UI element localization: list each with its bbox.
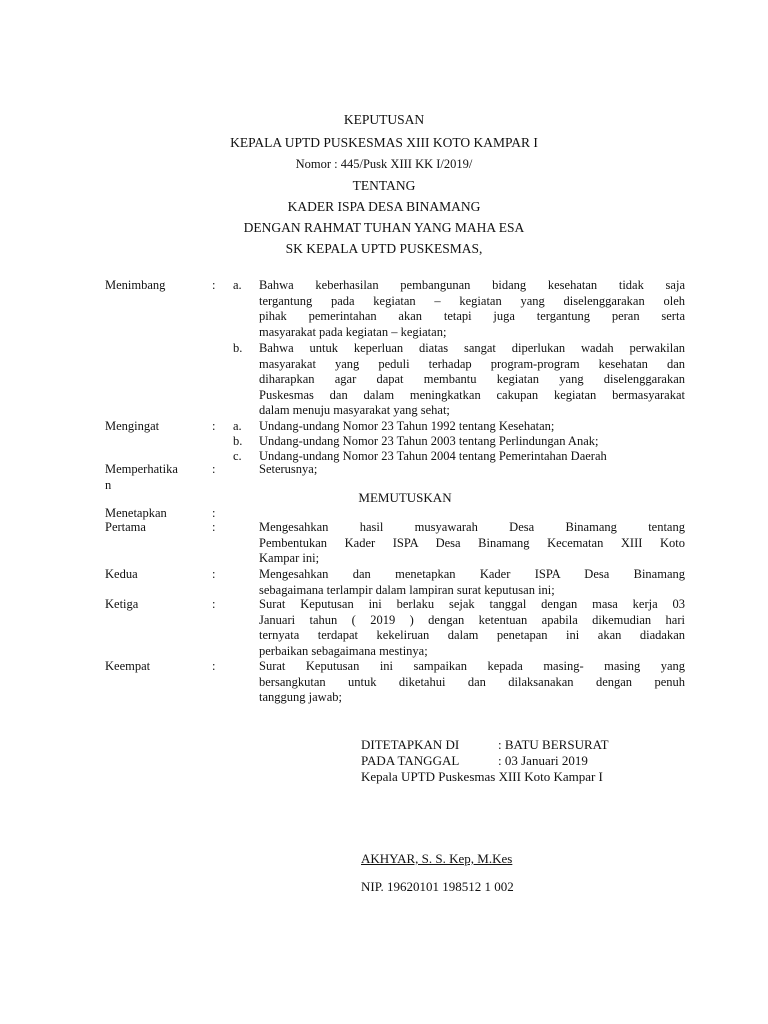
memperhatikan-colon: :: [212, 462, 216, 476]
menetapkan-colon: :: [212, 506, 216, 520]
menimbang-b-marker: b.: [233, 341, 243, 355]
ketiga-line: Januari tahun ( 2019 ) dengan ketentuan apabila dikemudian hari: [259, 612, 685, 627]
mengingat-b-marker: b.: [233, 434, 243, 448]
keempat-text: [259, 659, 685, 706]
keempat-line: tanggung jawab;: [259, 690, 342, 704]
menimbang-b-text: [259, 341, 685, 419]
signatory-name: AKHYAR, S. S. Kep, M.Kes: [361, 851, 513, 866]
document-title: KEPUTUSAN: [343, 112, 425, 127]
kedua-colon: :: [212, 567, 216, 581]
menimbang-b-line: masyarakat yang peduli terhadap program-program kesehatan dan: [259, 356, 685, 371]
grace-phrase: DENGAN RAHMAT TUHAN YANG MAHA ESA: [243, 220, 525, 235]
mengingat-label: Mengingat: [105, 419, 160, 433]
menimbang-a-line: tergantung pada kegiatan – kegiatan yang diselenggarakan oleh: [259, 293, 685, 308]
mengingat-a-marker: a.: [233, 419, 242, 433]
menimbang-a-line: pihak pemerintahan akan tetapi juga tergantung peran serta: [259, 309, 685, 323]
menimbang-b-line: Bahwa untuk keperluan diatas sangat diperlukan wadah perwakilan: [259, 341, 685, 355]
signature-date-value: : 03 Januari 2019: [498, 753, 588, 768]
mengingat-a-text: Undang-undang Nomor 23 Tahun 1992 tentang Kesehatan;: [259, 419, 555, 433]
decision-heading: MEMUTUSKAN: [358, 490, 452, 505]
pertama-label: Pertama: [105, 520, 146, 534]
decree-number: Nomor : 445/Pusk XIII KK I/2019/: [295, 157, 473, 171]
authority-line: SK KEPALA UPTD PUSKESMAS,: [285, 241, 483, 256]
ketiga-line: perbaikan sebagaimana mestinya;: [259, 643, 428, 658]
kedua-line: Mengesahkan dan menetapkan Kader ISPA Desa Binamang: [259, 567, 685, 581]
about-label: TENTANG: [352, 178, 416, 193]
pertama-line: Kampar ini;: [259, 551, 320, 565]
menimbang-a-marker: a.: [233, 278, 242, 292]
issuer-title: KEPALA UPTD PUSKESMAS XIII KOTO KAMPAR I: [230, 135, 538, 150]
mengingat-c-marker: c.: [233, 449, 242, 463]
ketiga-text: [259, 597, 685, 659]
ketiga-colon: :: [212, 597, 216, 611]
kedua-label: Kedua: [105, 567, 138, 581]
memperhatikan-text: Seterusnya;: [259, 462, 318, 476]
signatory-nip: NIP. 19620101 198512 1 002: [361, 879, 514, 894]
signature-position: Kepala UPTD Puskesmas XIII Koto Kampar I: [361, 769, 603, 784]
menimbang-b-line: Puskesmas dan dalam meningkatkan cakupan kegiatan bermasyarakat: [259, 387, 685, 402]
ketiga-line: ternyata terdapat kekeliruan dalam penetapan ini akan diadakan: [259, 628, 685, 642]
menimbang-a-line: masyarakat pada kegiatan – kegiatan;: [259, 324, 447, 339]
menimbang-a-line: Bahwa keberhasilan pembangunan bidang kesehatan tidak saja: [259, 278, 685, 292]
menetapkan-label: Menetapkan: [105, 506, 167, 520]
pertama-colon: :: [212, 520, 216, 534]
memperhatikan-label: Memperhatika: [105, 462, 178, 476]
keempat-line: Surat Keputusan ini sampaikan kepada masing- masing yang: [259, 659, 685, 673]
decree-subject: KADER ISPA DESA BINAMANG: [287, 199, 481, 214]
signature-place-row: [361, 736, 609, 753]
memperhatikan-label-wrap: n: [105, 478, 112, 492]
mengingat-c-text: Undang-undang Nomor 23 Tahun 2004 tentang Pemerintahan Daerah: [259, 449, 607, 463]
kedua-line: sebagaimana terlampir dalam lampiran surat keputusan ini;: [259, 582, 555, 597]
kedua-text: [259, 567, 685, 598]
menimbang-b-line: dalam menuju masyarakat yang sehat;: [259, 403, 450, 417]
ketiga-line: Surat Keputusan ini berlaku sejak tanggal dengan masa kerja 03: [259, 597, 685, 611]
signature-place-value: : BATU BERSURAT: [498, 737, 609, 752]
mengingat-colon: :: [212, 419, 216, 433]
keempat-colon: :: [212, 659, 216, 673]
menimbang-b-line: diharapkan agar dapat membantu kegiatan yang diselenggarakan: [259, 372, 685, 386]
keempat-line: bersangkutan untuk diketahui dan dilaksanakan dengan penuh: [259, 674, 685, 689]
menimbang-label: Menimbang: [105, 278, 166, 292]
pertama-text: [259, 520, 685, 567]
signature-date-row: [361, 752, 588, 769]
pertama-line: Mengesahkan hasil musyawarah Desa Binamang tentang: [259, 520, 685, 534]
pertama-line: Pembentukan Kader ISPA Desa Binamang Kecematan XIII Koto: [259, 535, 685, 550]
menimbang-a-text: [259, 278, 685, 340]
mengingat-b-text: Undang-undang Nomor 23 Tahun 2003 tentang Perlindungan Anak;: [259, 434, 599, 448]
keempat-label: Keempat: [105, 659, 151, 673]
signature-place-label: DITETAPKAN DI: [361, 737, 460, 752]
ketiga-label: Ketiga: [105, 597, 139, 611]
signature-date-label: PADA TANGGAL: [361, 753, 460, 768]
menimbang-colon: :: [212, 278, 216, 292]
